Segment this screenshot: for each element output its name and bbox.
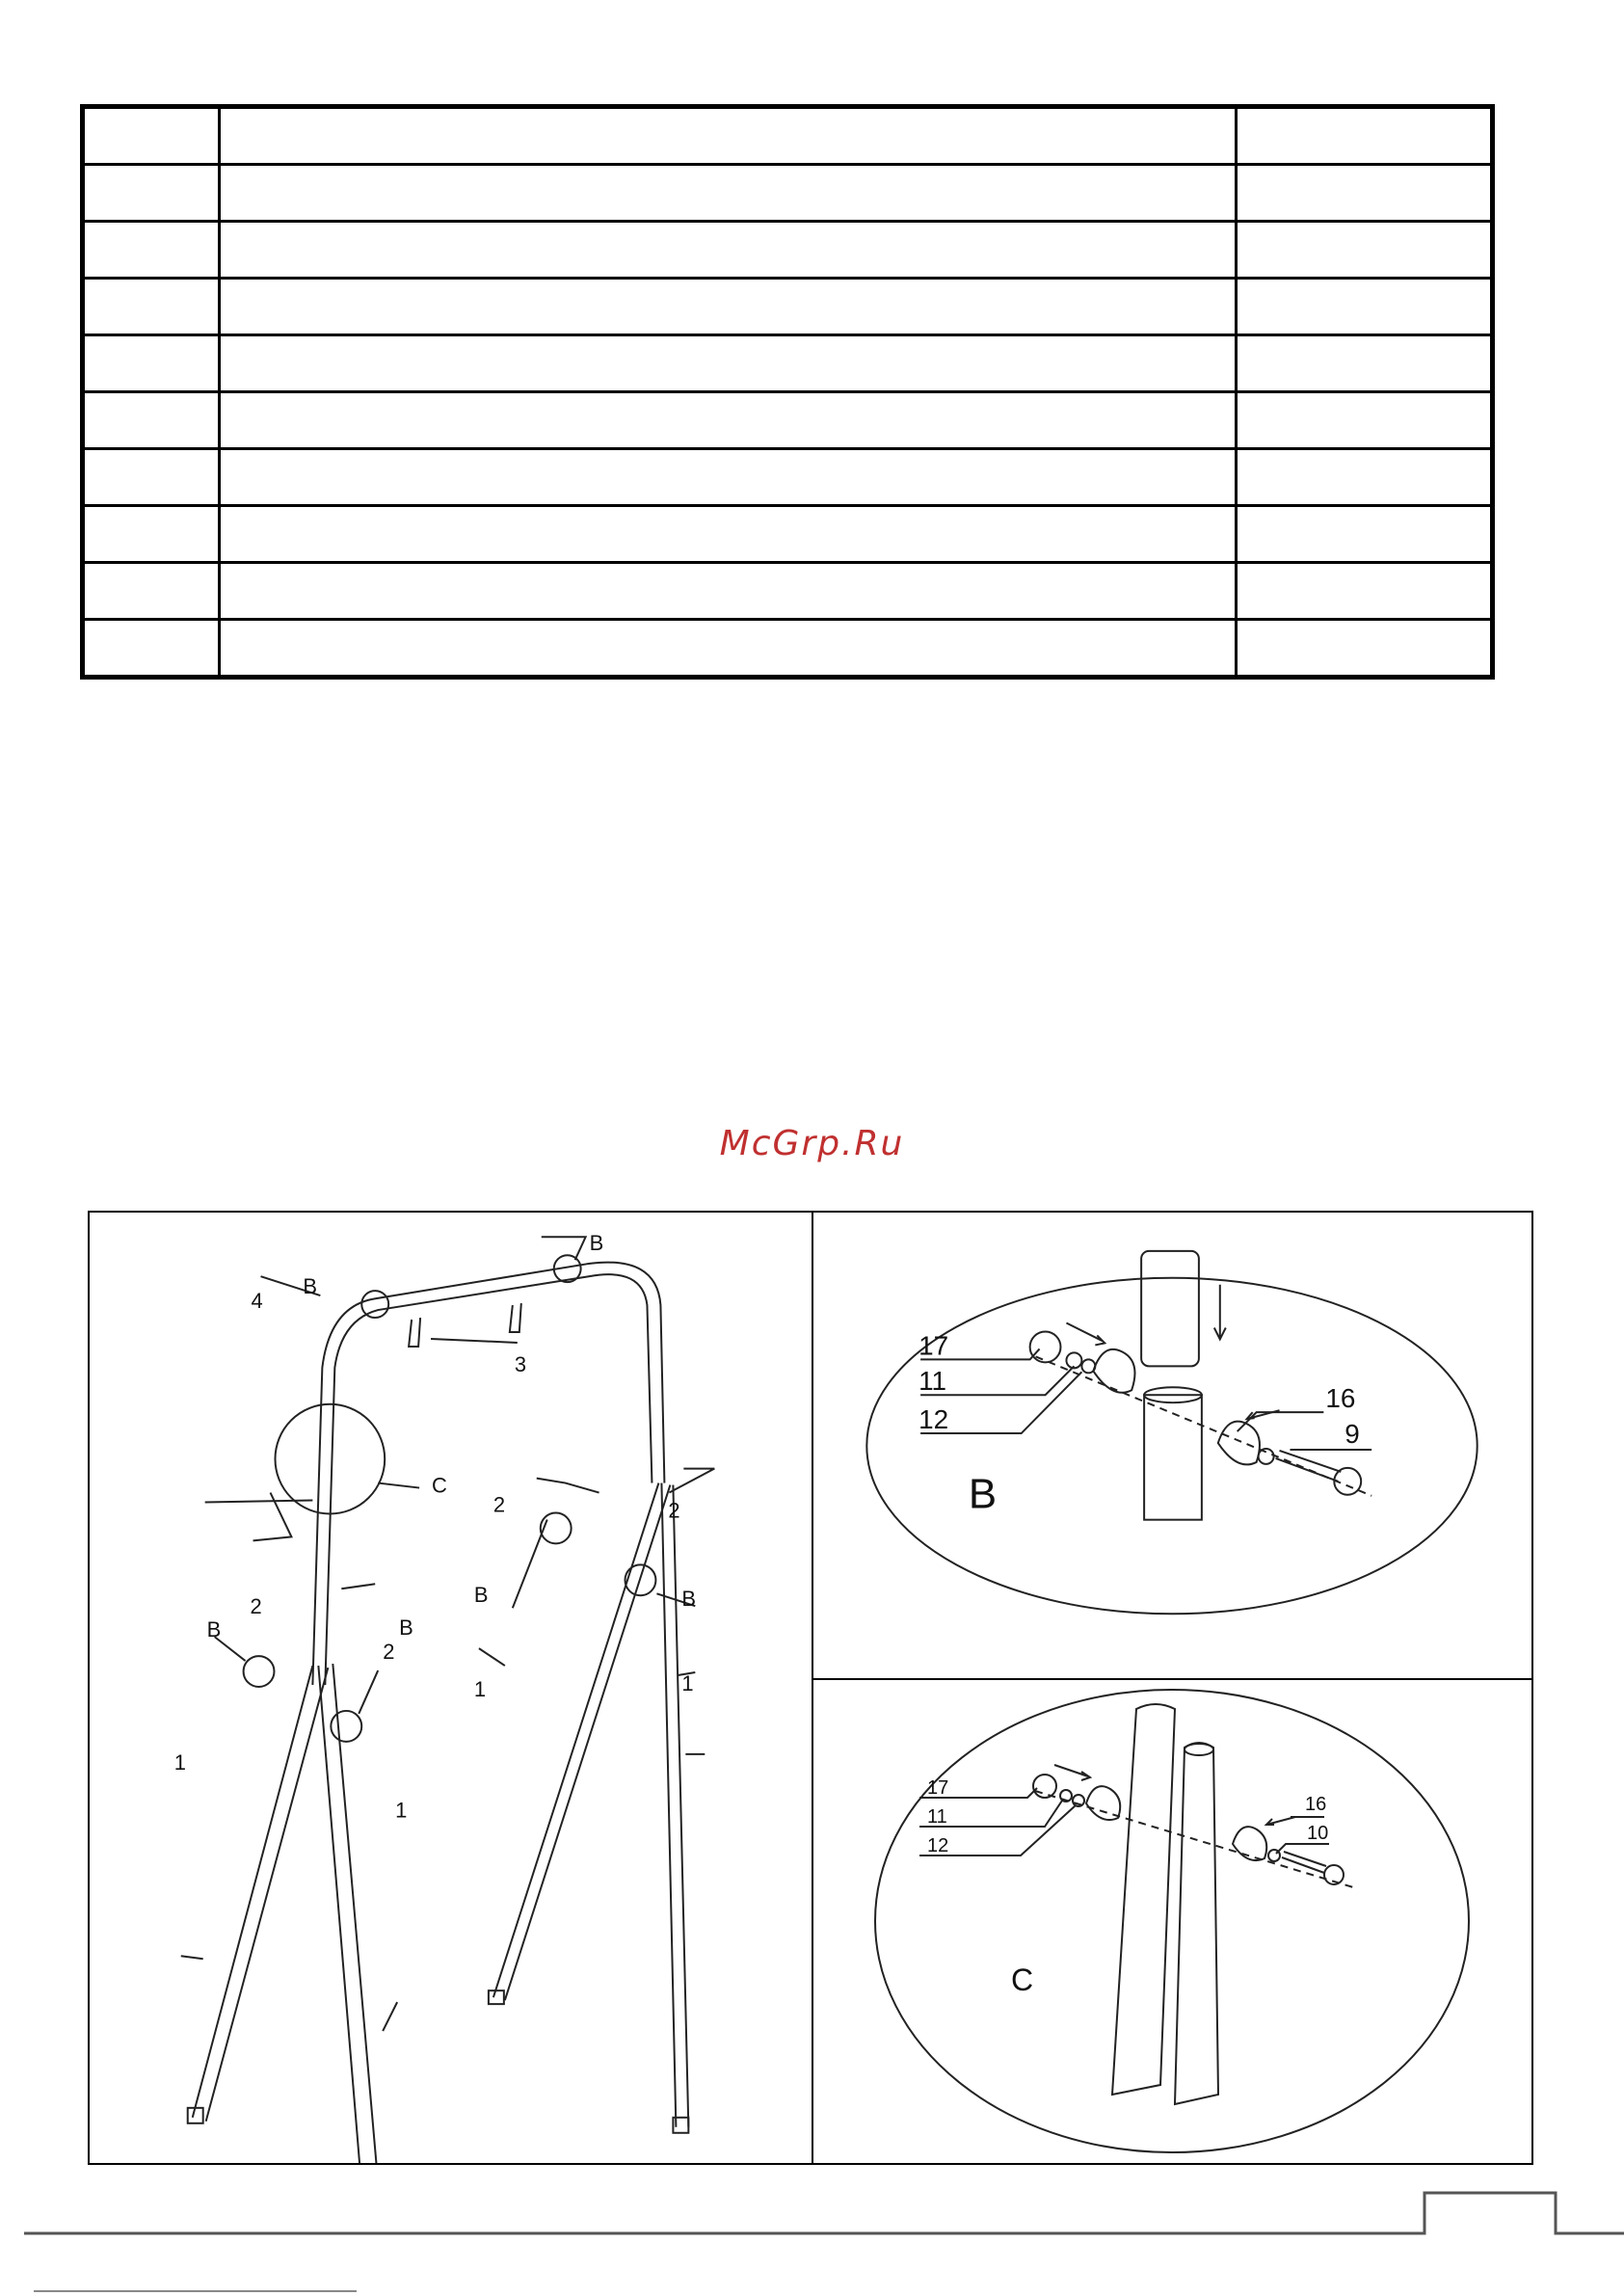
parts-table-cell (83, 165, 220, 222)
detail-b-drawing (813, 1213, 1531, 1678)
parts-table-cell (83, 563, 220, 620)
parts-table-cell (83, 392, 220, 449)
parts-table (80, 104, 1495, 680)
parts-table-cell (83, 222, 220, 279)
detail-b-ellipse (866, 1278, 1477, 1615)
detail-b-panel (813, 1213, 1531, 1680)
label-16: 16 (1305, 1794, 1327, 1815)
parts-table-cell (1237, 165, 1493, 222)
detail-c-drawing (813, 1680, 1531, 2163)
label-10: 10 (1307, 1823, 1329, 1844)
label-1: 1 (173, 1749, 186, 1775)
swing-hanger-left (409, 1318, 420, 1347)
label-17: 17 (918, 1330, 949, 1361)
parts-table-cell (1237, 563, 1493, 620)
swing-hanger-right (510, 1303, 521, 1332)
label-9: 9 (1344, 1419, 1360, 1450)
label-2: 2 (668, 1498, 680, 1523)
parts-table-body (83, 107, 1493, 678)
parts-table-cell (83, 506, 220, 563)
frame-overview-drawing (90, 1213, 812, 2163)
parts-table-cell (1237, 506, 1493, 563)
detail-c-title: C (1011, 1962, 1034, 1997)
top-frame-tube (325, 1274, 652, 1685)
bolt-10 (1282, 1852, 1326, 1873)
parts-table-row (83, 392, 1493, 449)
parts-table-cell (83, 620, 220, 678)
parts-table-cell (83, 107, 220, 165)
parts-table-cell (1237, 279, 1493, 335)
part-17 (1030, 1331, 1061, 1362)
left-rear-leg (318, 1664, 388, 2163)
parts-table-row (83, 222, 1493, 279)
parts-table-cell (1237, 222, 1493, 279)
joint-b-marker (331, 1711, 361, 1742)
parts-table-cell (220, 620, 1237, 678)
bolt-9 (1276, 1451, 1342, 1482)
parts-table-row (83, 506, 1493, 563)
label-2: 2 (250, 1594, 262, 1619)
clamp-right (1218, 1422, 1260, 1465)
parts-table-cell (83, 449, 220, 506)
leg-cap (489, 1990, 504, 2004)
parts-table-cell (83, 279, 220, 335)
parts-table-row (83, 107, 1493, 165)
label-b: B (589, 1231, 604, 1256)
parts-table-cell (220, 563, 1237, 620)
label-17: 17 (927, 1777, 949, 1799)
detail-b-title: B (968, 1470, 998, 1518)
label-4: 4 (251, 1289, 263, 1314)
parts-table-cell (1237, 449, 1493, 506)
right-rear-leg (661, 1483, 688, 2127)
parts-table-cell (1237, 335, 1493, 392)
parts-table-row (83, 563, 1493, 620)
parts-table-cell (1237, 107, 1493, 165)
detail-c-panel (813, 1680, 1531, 2163)
label-c: C (432, 1473, 447, 1498)
parts-table-row (83, 620, 1493, 678)
parts-table-cell (220, 165, 1237, 222)
parts-table-cell (220, 222, 1237, 279)
parts-table-row (83, 165, 1493, 222)
parts-table-cell (220, 449, 1237, 506)
label-11: 11 (927, 1806, 947, 1828)
parts-table-cell (83, 335, 220, 392)
label-b: B (206, 1617, 222, 1642)
parts-table-cell (220, 335, 1237, 392)
parts-table-cell (220, 506, 1237, 563)
label-12: 12 (918, 1404, 949, 1435)
parts-table-row (83, 279, 1493, 335)
label-1: 1 (395, 1798, 408, 1823)
label-b: B (681, 1587, 697, 1612)
label-1: 1 (681, 1670, 694, 1695)
left-front-leg (193, 1666, 329, 2122)
clamp-left (1093, 1349, 1134, 1393)
tube-left (1112, 1704, 1175, 2095)
label-2: 2 (493, 1492, 506, 1517)
label-16: 16 (1325, 1383, 1356, 1414)
label-1: 1 (473, 1676, 487, 1701)
upper-tube (1141, 1251, 1199, 1367)
label-2: 2 (383, 1640, 395, 1665)
clamp-right (1233, 1827, 1266, 1860)
insert-arrow (1214, 1285, 1226, 1340)
label-3: 3 (514, 1351, 527, 1376)
parts-table-cell (220, 279, 1237, 335)
parts-table-cell (220, 107, 1237, 165)
parts-table-cell (1237, 620, 1493, 678)
part-17 (1033, 1775, 1056, 1798)
label-b: B (303, 1274, 318, 1299)
assembly-figure (88, 1211, 1533, 2165)
part-11 (1066, 1352, 1081, 1368)
label-11: 11 (918, 1366, 947, 1397)
parts-table-row (83, 335, 1493, 392)
label-12: 12 (927, 1835, 949, 1856)
watermark: McGrp.Ru (719, 1124, 905, 1163)
frame-overview-panel (90, 1213, 813, 2163)
label-b: B (399, 1615, 413, 1641)
joint-b-marker (541, 1512, 572, 1543)
joint-b-marker (361, 1291, 388, 1318)
label-b: B (473, 1583, 489, 1608)
joint-b-marker (244, 1656, 275, 1687)
top-frame-tube-outer (312, 1263, 664, 1685)
parts-table-row (83, 449, 1493, 506)
parts-table-cell (220, 392, 1237, 449)
tube-right (1175, 1743, 1218, 2104)
right-front-leg (493, 1483, 671, 2001)
parts-table-cell (1237, 392, 1493, 449)
